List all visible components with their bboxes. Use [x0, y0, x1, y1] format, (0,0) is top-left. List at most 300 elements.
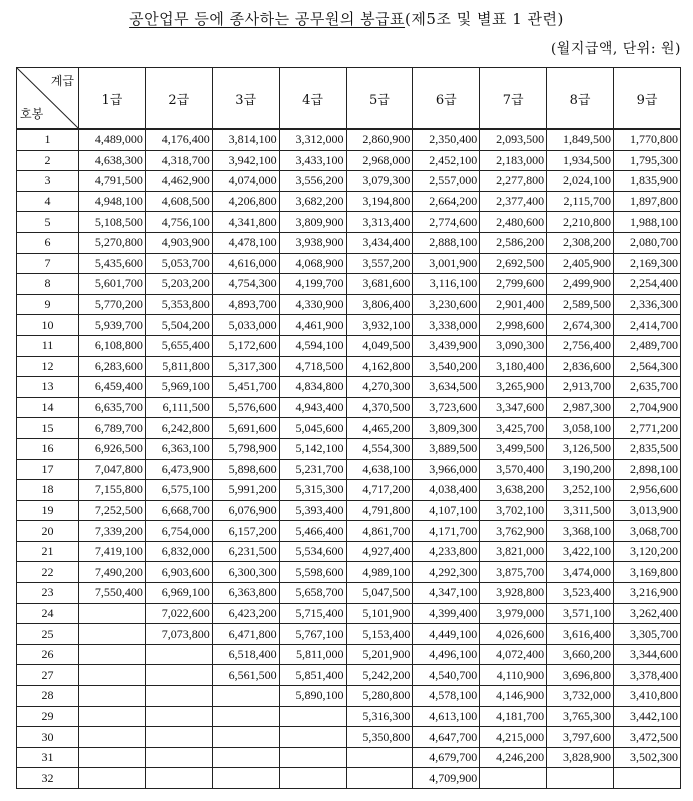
step-cell: 2 [17, 150, 79, 171]
salary-cell: 4,162,800 [346, 356, 413, 377]
salary-cell: 4,679,700 [413, 747, 480, 768]
salary-cell [79, 747, 146, 768]
salary-cell: 2,499,900 [547, 274, 614, 295]
salary-cell [145, 768, 212, 789]
salary-cell: 3,966,000 [413, 459, 480, 480]
salary-cell: 5,770,200 [79, 294, 146, 315]
salary-cell: 4,608,500 [145, 191, 212, 212]
table-row [17, 500, 681, 521]
table-row [17, 191, 681, 212]
salary-cell [145, 706, 212, 727]
salary-cell: 5,767,100 [279, 624, 346, 645]
salary-cell [79, 603, 146, 624]
salary-cell: 4,754,300 [212, 274, 279, 295]
salary-cell: 6,518,400 [212, 644, 279, 665]
salary-cell: 4,461,900 [279, 315, 346, 336]
salary-cell: 2,913,700 [547, 377, 614, 398]
step-cell: 1 [17, 129, 79, 150]
salary-cell: 6,969,100 [145, 583, 212, 604]
salary-cell: 4,110,900 [480, 665, 547, 686]
step-cell: 25 [17, 624, 79, 645]
salary-cell: 3,616,400 [547, 624, 614, 645]
salary-cell: 5,053,700 [145, 253, 212, 274]
salary-cell: 3,338,000 [413, 315, 480, 336]
salary-cell: 3,368,100 [547, 521, 614, 542]
salary-cell: 1,988,100 [614, 212, 681, 233]
salary-cell: 3,828,900 [547, 747, 614, 768]
salary-cell: 5,969,100 [145, 377, 212, 398]
salary-cell: 3,809,300 [413, 418, 480, 439]
page-title-main: 공안업무 등에 종사하는 공무원의 봉급표 [129, 10, 406, 28]
salary-cell: 3,472,500 [614, 727, 681, 748]
salary-cell: 4,948,100 [79, 191, 146, 212]
salary-cell: 3,120,200 [614, 541, 681, 562]
salary-cell: 3,634,500 [413, 377, 480, 398]
step-cell: 9 [17, 294, 79, 315]
salary-cell [346, 768, 413, 789]
salary-cell: 4,989,100 [346, 562, 413, 583]
table-row [17, 418, 681, 439]
salary-cell: 2,557,000 [413, 171, 480, 192]
salary-cell: 3,001,900 [413, 253, 480, 274]
salary-cell: 4,199,700 [279, 274, 346, 295]
salary-cell [614, 768, 681, 789]
salary-cell: 2,836,600 [547, 356, 614, 377]
salary-cell: 3,313,400 [346, 212, 413, 233]
salary-cell: 3,126,500 [547, 438, 614, 459]
table-row [17, 603, 681, 624]
salary-cell: 6,300,300 [212, 562, 279, 583]
step-cell: 3 [17, 171, 79, 192]
salary-cell: 2,664,200 [413, 191, 480, 212]
salary-cell: 4,330,900 [279, 294, 346, 315]
salary-cell: 4,717,200 [346, 480, 413, 501]
step-cell: 10 [17, 315, 79, 336]
salary-cell: 3,079,300 [346, 171, 413, 192]
step-cell: 23 [17, 583, 79, 604]
salary-cell: 5,466,400 [279, 521, 346, 542]
salary-cell: 3,723,600 [413, 397, 480, 418]
salary-cell: 2,452,100 [413, 150, 480, 171]
salary-cell: 2,308,200 [547, 232, 614, 253]
salary-cell: 3,499,500 [480, 438, 547, 459]
salary-cell: 3,765,300 [547, 706, 614, 727]
salary-cell: 5,350,800 [346, 727, 413, 748]
salary-cell: 3,806,400 [346, 294, 413, 315]
salary-cell: 3,942,100 [212, 150, 279, 171]
salary-cell: 4,638,100 [346, 459, 413, 480]
salary-cell: 5,504,200 [145, 315, 212, 336]
salary-cell: 2,336,300 [614, 294, 681, 315]
salary-cell: 5,939,700 [79, 315, 146, 336]
table-row [17, 232, 681, 253]
salary-cell: 6,668,700 [145, 500, 212, 521]
salary-cell: 7,073,800 [145, 624, 212, 645]
salary-cell: 2,635,700 [614, 377, 681, 398]
step-cell: 32 [17, 768, 79, 789]
table-row [17, 706, 681, 727]
grade-header: 7급 [480, 68, 547, 130]
salary-cell: 3,540,200 [413, 356, 480, 377]
salary-cell: 6,473,900 [145, 459, 212, 480]
salary-cell: 3,570,400 [480, 459, 547, 480]
table-row [17, 377, 681, 398]
step-cell: 14 [17, 397, 79, 418]
salary-cell [212, 768, 279, 789]
salary-cell: 3,762,900 [480, 521, 547, 542]
salary-cell: 5,991,200 [212, 480, 279, 501]
step-cell: 27 [17, 665, 79, 686]
salary-cell: 6,832,000 [145, 541, 212, 562]
step-cell: 18 [17, 480, 79, 501]
table-row [17, 171, 681, 192]
salary-cell [279, 768, 346, 789]
salary-cell: 6,754,000 [145, 521, 212, 542]
salary-cell: 5,231,700 [279, 459, 346, 480]
salary-cell: 3,180,400 [480, 356, 547, 377]
salary-cell: 5,715,400 [279, 603, 346, 624]
salary-cell: 4,176,400 [145, 129, 212, 150]
salary-cell: 3,797,600 [547, 727, 614, 748]
salary-cell: 4,146,900 [480, 686, 547, 707]
salary-cell: 5,576,600 [212, 397, 279, 418]
salary-cell: 4,616,000 [212, 253, 279, 274]
salary-cell: 4,791,800 [346, 500, 413, 521]
salary-cell: 6,076,900 [212, 500, 279, 521]
salary-cell: 3,932,100 [346, 315, 413, 336]
salary-cell: 2,956,600 [614, 480, 681, 501]
grade-header: 2급 [145, 68, 212, 130]
salary-cell: 6,471,800 [212, 624, 279, 645]
table-row [17, 129, 681, 150]
salary-cell: 4,478,100 [212, 232, 279, 253]
salary-cell: 7,022,600 [145, 603, 212, 624]
salary-cell: 5,317,300 [212, 356, 279, 377]
salary-cell: 3,682,200 [279, 191, 346, 212]
salary-cell: 3,889,500 [413, 438, 480, 459]
salary-cell: 4,233,800 [413, 541, 480, 562]
salary-cell [145, 644, 212, 665]
salary-cell: 3,265,900 [480, 377, 547, 398]
salary-cell: 4,489,000 [79, 129, 146, 150]
salary-cell: 4,246,200 [480, 747, 547, 768]
salary-cell: 2,277,800 [480, 171, 547, 192]
salary-cell: 3,262,400 [614, 603, 681, 624]
salary-cell [279, 706, 346, 727]
salary-cell: 5,315,300 [279, 480, 346, 501]
salary-cell: 3,702,100 [480, 500, 547, 521]
step-cell: 19 [17, 500, 79, 521]
step-cell: 15 [17, 418, 79, 439]
salary-cell: 4,613,100 [413, 706, 480, 727]
salary-cell: 2,350,400 [413, 129, 480, 150]
salary-cell [145, 665, 212, 686]
salary-cell: 2,480,600 [480, 212, 547, 233]
salary-cell: 6,283,600 [79, 356, 146, 377]
salary-cell: 6,459,400 [79, 377, 146, 398]
salary-cell: 5,047,500 [346, 583, 413, 604]
step-cell: 31 [17, 747, 79, 768]
salary-cell: 5,101,900 [346, 603, 413, 624]
salary-cell: 5,898,600 [212, 459, 279, 480]
salary-cell: 6,157,200 [212, 521, 279, 542]
salary-cell: 3,571,100 [547, 603, 614, 624]
salary-cell: 4,068,900 [279, 253, 346, 274]
salary-cell: 4,903,900 [145, 232, 212, 253]
salary-cell: 4,496,100 [413, 644, 480, 665]
step-cell: 22 [17, 562, 79, 583]
salary-cell: 2,377,400 [480, 191, 547, 212]
salary-cell: 1,795,300 [614, 150, 681, 171]
salary-cell: 3,938,900 [279, 232, 346, 253]
salary-cell: 4,270,300 [346, 377, 413, 398]
salary-cell: 5,435,600 [79, 253, 146, 274]
salary-cell: 4,756,100 [145, 212, 212, 233]
table-row [17, 686, 681, 707]
grade-header: 6급 [413, 68, 480, 130]
salary-cell: 7,155,800 [79, 480, 146, 501]
salary-cell: 3,814,100 [212, 129, 279, 150]
salary-cell: 5,201,900 [346, 644, 413, 665]
salary-cell [547, 768, 614, 789]
grade-header: 8급 [547, 68, 614, 130]
salary-cell: 5,242,200 [346, 665, 413, 686]
salary-cell: 4,594,100 [279, 335, 346, 356]
salary-cell [212, 706, 279, 727]
salary-cell: 4,107,100 [413, 500, 480, 521]
salary-cell [79, 665, 146, 686]
salary-cell: 4,318,700 [145, 150, 212, 171]
salary-cell: 3,190,200 [547, 459, 614, 480]
salary-cell: 2,414,700 [614, 315, 681, 336]
salary-cell: 3,347,600 [480, 397, 547, 418]
salary-cell [79, 686, 146, 707]
salary-cell: 6,423,200 [212, 603, 279, 624]
salary-cell: 4,449,100 [413, 624, 480, 645]
step-cell: 8 [17, 274, 79, 295]
step-cell: 12 [17, 356, 79, 377]
salary-cell: 5,451,700 [212, 377, 279, 398]
salary-cell: 2,888,100 [413, 232, 480, 253]
salary-cell: 3,216,900 [614, 583, 681, 604]
table-body [17, 129, 681, 789]
salary-cell: 4,465,200 [346, 418, 413, 439]
salary-cell: 2,898,100 [614, 459, 681, 480]
salary-cell: 6,363,100 [145, 438, 212, 459]
salary-cell: 4,578,100 [413, 686, 480, 707]
salary-cell: 4,943,400 [279, 397, 346, 418]
page-title [0, 8, 693, 29]
salary-cell [279, 727, 346, 748]
salary-cell: 3,116,100 [413, 274, 480, 295]
salary-cell: 4,181,700 [480, 706, 547, 727]
salary-cell: 4,540,700 [413, 665, 480, 686]
table-row [17, 665, 681, 686]
salary-cell: 4,072,400 [480, 644, 547, 665]
salary-cell: 4,171,700 [413, 521, 480, 542]
salary-cell: 2,254,400 [614, 274, 681, 295]
salary-cell: 3,312,000 [279, 129, 346, 150]
step-cell: 6 [17, 232, 79, 253]
salary-cell [79, 624, 146, 645]
salary-cell: 2,835,500 [614, 438, 681, 459]
salary-cell: 2,968,000 [346, 150, 413, 171]
salary-cell: 1,770,800 [614, 129, 681, 150]
salary-cell: 6,242,800 [145, 418, 212, 439]
salary-cell: 2,115,700 [547, 191, 614, 212]
salary-cell: 2,586,200 [480, 232, 547, 253]
salary-cell: 3,928,800 [480, 583, 547, 604]
salary-cell: 2,169,300 [614, 253, 681, 274]
salary-cell: 2,998,600 [480, 315, 547, 336]
corner-step-label: 호봉 [20, 107, 44, 121]
corner-grade-label: 계급 [50, 74, 74, 88]
salary-cell: 3,068,700 [614, 521, 681, 542]
salary-cell: 4,399,400 [413, 603, 480, 624]
table-row [17, 480, 681, 501]
salary-cell: 3,378,400 [614, 665, 681, 686]
salary-cell: 4,206,800 [212, 191, 279, 212]
salary-cell: 3,696,800 [547, 665, 614, 686]
salary-cell: 6,575,100 [145, 480, 212, 501]
salary-cell: 6,903,600 [145, 562, 212, 583]
salary-cell: 4,554,300 [346, 438, 413, 459]
salary-cell: 4,647,700 [413, 727, 480, 748]
salary-cell: 3,556,200 [279, 171, 346, 192]
grade-header: 4급 [279, 68, 346, 130]
salary-cell: 5,811,000 [279, 644, 346, 665]
grade-header: 1급 [79, 68, 146, 130]
salary-cell: 5,598,600 [279, 562, 346, 583]
salary-cell: 4,341,800 [212, 212, 279, 233]
salary-cell: 3,013,900 [614, 500, 681, 521]
table-row [17, 274, 681, 295]
salary-cell [145, 747, 212, 768]
table-row [17, 768, 681, 789]
salary-cell: 7,490,200 [79, 562, 146, 583]
salary-cell: 3,058,100 [547, 418, 614, 439]
salary-cell: 2,674,300 [547, 315, 614, 336]
salary-cell: 2,987,300 [547, 397, 614, 418]
step-cell: 26 [17, 644, 79, 665]
salary-cell: 3,305,700 [614, 624, 681, 645]
salary-cell: 7,550,400 [79, 583, 146, 604]
salary-cell: 4,347,100 [413, 583, 480, 604]
salary-cell: 5,142,100 [279, 438, 346, 459]
table-row [17, 644, 681, 665]
grade-header: 3급 [212, 68, 279, 130]
salary-cell: 2,093,500 [480, 129, 547, 150]
salary-cell: 3,557,200 [346, 253, 413, 274]
salary-cell: 5,172,600 [212, 335, 279, 356]
salary-cell: 5,045,600 [279, 418, 346, 439]
pay-table [16, 67, 681, 789]
salary-cell: 7,339,200 [79, 521, 146, 542]
salary-cell: 3,169,800 [614, 562, 681, 583]
step-cell: 4 [17, 191, 79, 212]
salary-cell [79, 644, 146, 665]
salary-cell [279, 747, 346, 768]
salary-cell: 2,080,700 [614, 232, 681, 253]
salary-cell: 4,709,900 [413, 768, 480, 789]
salary-cell: 4,791,500 [79, 171, 146, 192]
salary-cell [212, 686, 279, 707]
salary-cell: 7,252,500 [79, 500, 146, 521]
salary-cell: 3,523,400 [547, 583, 614, 604]
salary-cell: 3,425,700 [480, 418, 547, 439]
salary-cell: 7,419,100 [79, 541, 146, 562]
salary-cell: 3,638,200 [480, 480, 547, 501]
salary-cell: 4,834,800 [279, 377, 346, 398]
salary-cell: 5,655,400 [145, 335, 212, 356]
salary-cell: 5,811,800 [145, 356, 212, 377]
step-cell: 11 [17, 335, 79, 356]
salary-cell [480, 768, 547, 789]
salary-cell: 4,074,000 [212, 171, 279, 192]
salary-cell: 5,203,200 [145, 274, 212, 295]
salary-cell: 1,897,800 [614, 191, 681, 212]
salary-cell: 5,280,800 [346, 686, 413, 707]
salary-cell: 5,890,100 [279, 686, 346, 707]
salary-cell: 2,564,300 [614, 356, 681, 377]
table-row [17, 438, 681, 459]
salary-cell: 6,561,500 [212, 665, 279, 686]
page-title-reference: (제5조 및 별표 1 관련) [405, 10, 564, 28]
salary-cell: 2,692,500 [480, 253, 547, 274]
salary-cell: 2,024,100 [547, 171, 614, 192]
corner-header [17, 68, 79, 130]
salary-cell: 2,756,400 [547, 335, 614, 356]
salary-cell: 6,789,700 [79, 418, 146, 439]
grade-header: 5급 [346, 68, 413, 130]
salary-cell: 3,732,000 [547, 686, 614, 707]
salary-cell: 5,798,900 [212, 438, 279, 459]
table-row [17, 624, 681, 645]
salary-cell: 3,474,000 [547, 562, 614, 583]
salary-cell: 6,111,500 [145, 397, 212, 418]
salary-cell: 2,704,900 [614, 397, 681, 418]
salary-cell: 5,270,800 [79, 232, 146, 253]
step-cell: 5 [17, 212, 79, 233]
salary-cell: 3,660,200 [547, 644, 614, 665]
salary-cell [346, 747, 413, 768]
salary-cell: 4,370,500 [346, 397, 413, 418]
salary-cell: 6,231,500 [212, 541, 279, 562]
table-row [17, 212, 681, 233]
step-cell: 17 [17, 459, 79, 480]
step-cell: 13 [17, 377, 79, 398]
salary-cell: 4,292,300 [413, 562, 480, 583]
salary-cell: 4,038,400 [413, 480, 480, 501]
unit-label: (월지급액, 단위: 원) [550, 41, 681, 57]
salary-cell [212, 747, 279, 768]
salary-cell: 2,405,900 [547, 253, 614, 274]
table-row [17, 562, 681, 583]
salary-cell: 2,860,900 [346, 129, 413, 150]
salary-cell: 4,638,300 [79, 150, 146, 171]
salary-cell: 6,635,700 [79, 397, 146, 418]
salary-cell: 4,893,700 [212, 294, 279, 315]
salary-cell: 2,489,700 [614, 335, 681, 356]
salary-cell: 5,316,300 [346, 706, 413, 727]
salary-cell: 3,090,300 [480, 335, 547, 356]
salary-cell: 1,835,900 [614, 171, 681, 192]
salary-cell [145, 727, 212, 748]
salary-cell: 6,363,800 [212, 583, 279, 604]
salary-cell: 2,901,400 [480, 294, 547, 315]
salary-cell: 6,926,500 [79, 438, 146, 459]
salary-cell: 4,462,900 [145, 171, 212, 192]
